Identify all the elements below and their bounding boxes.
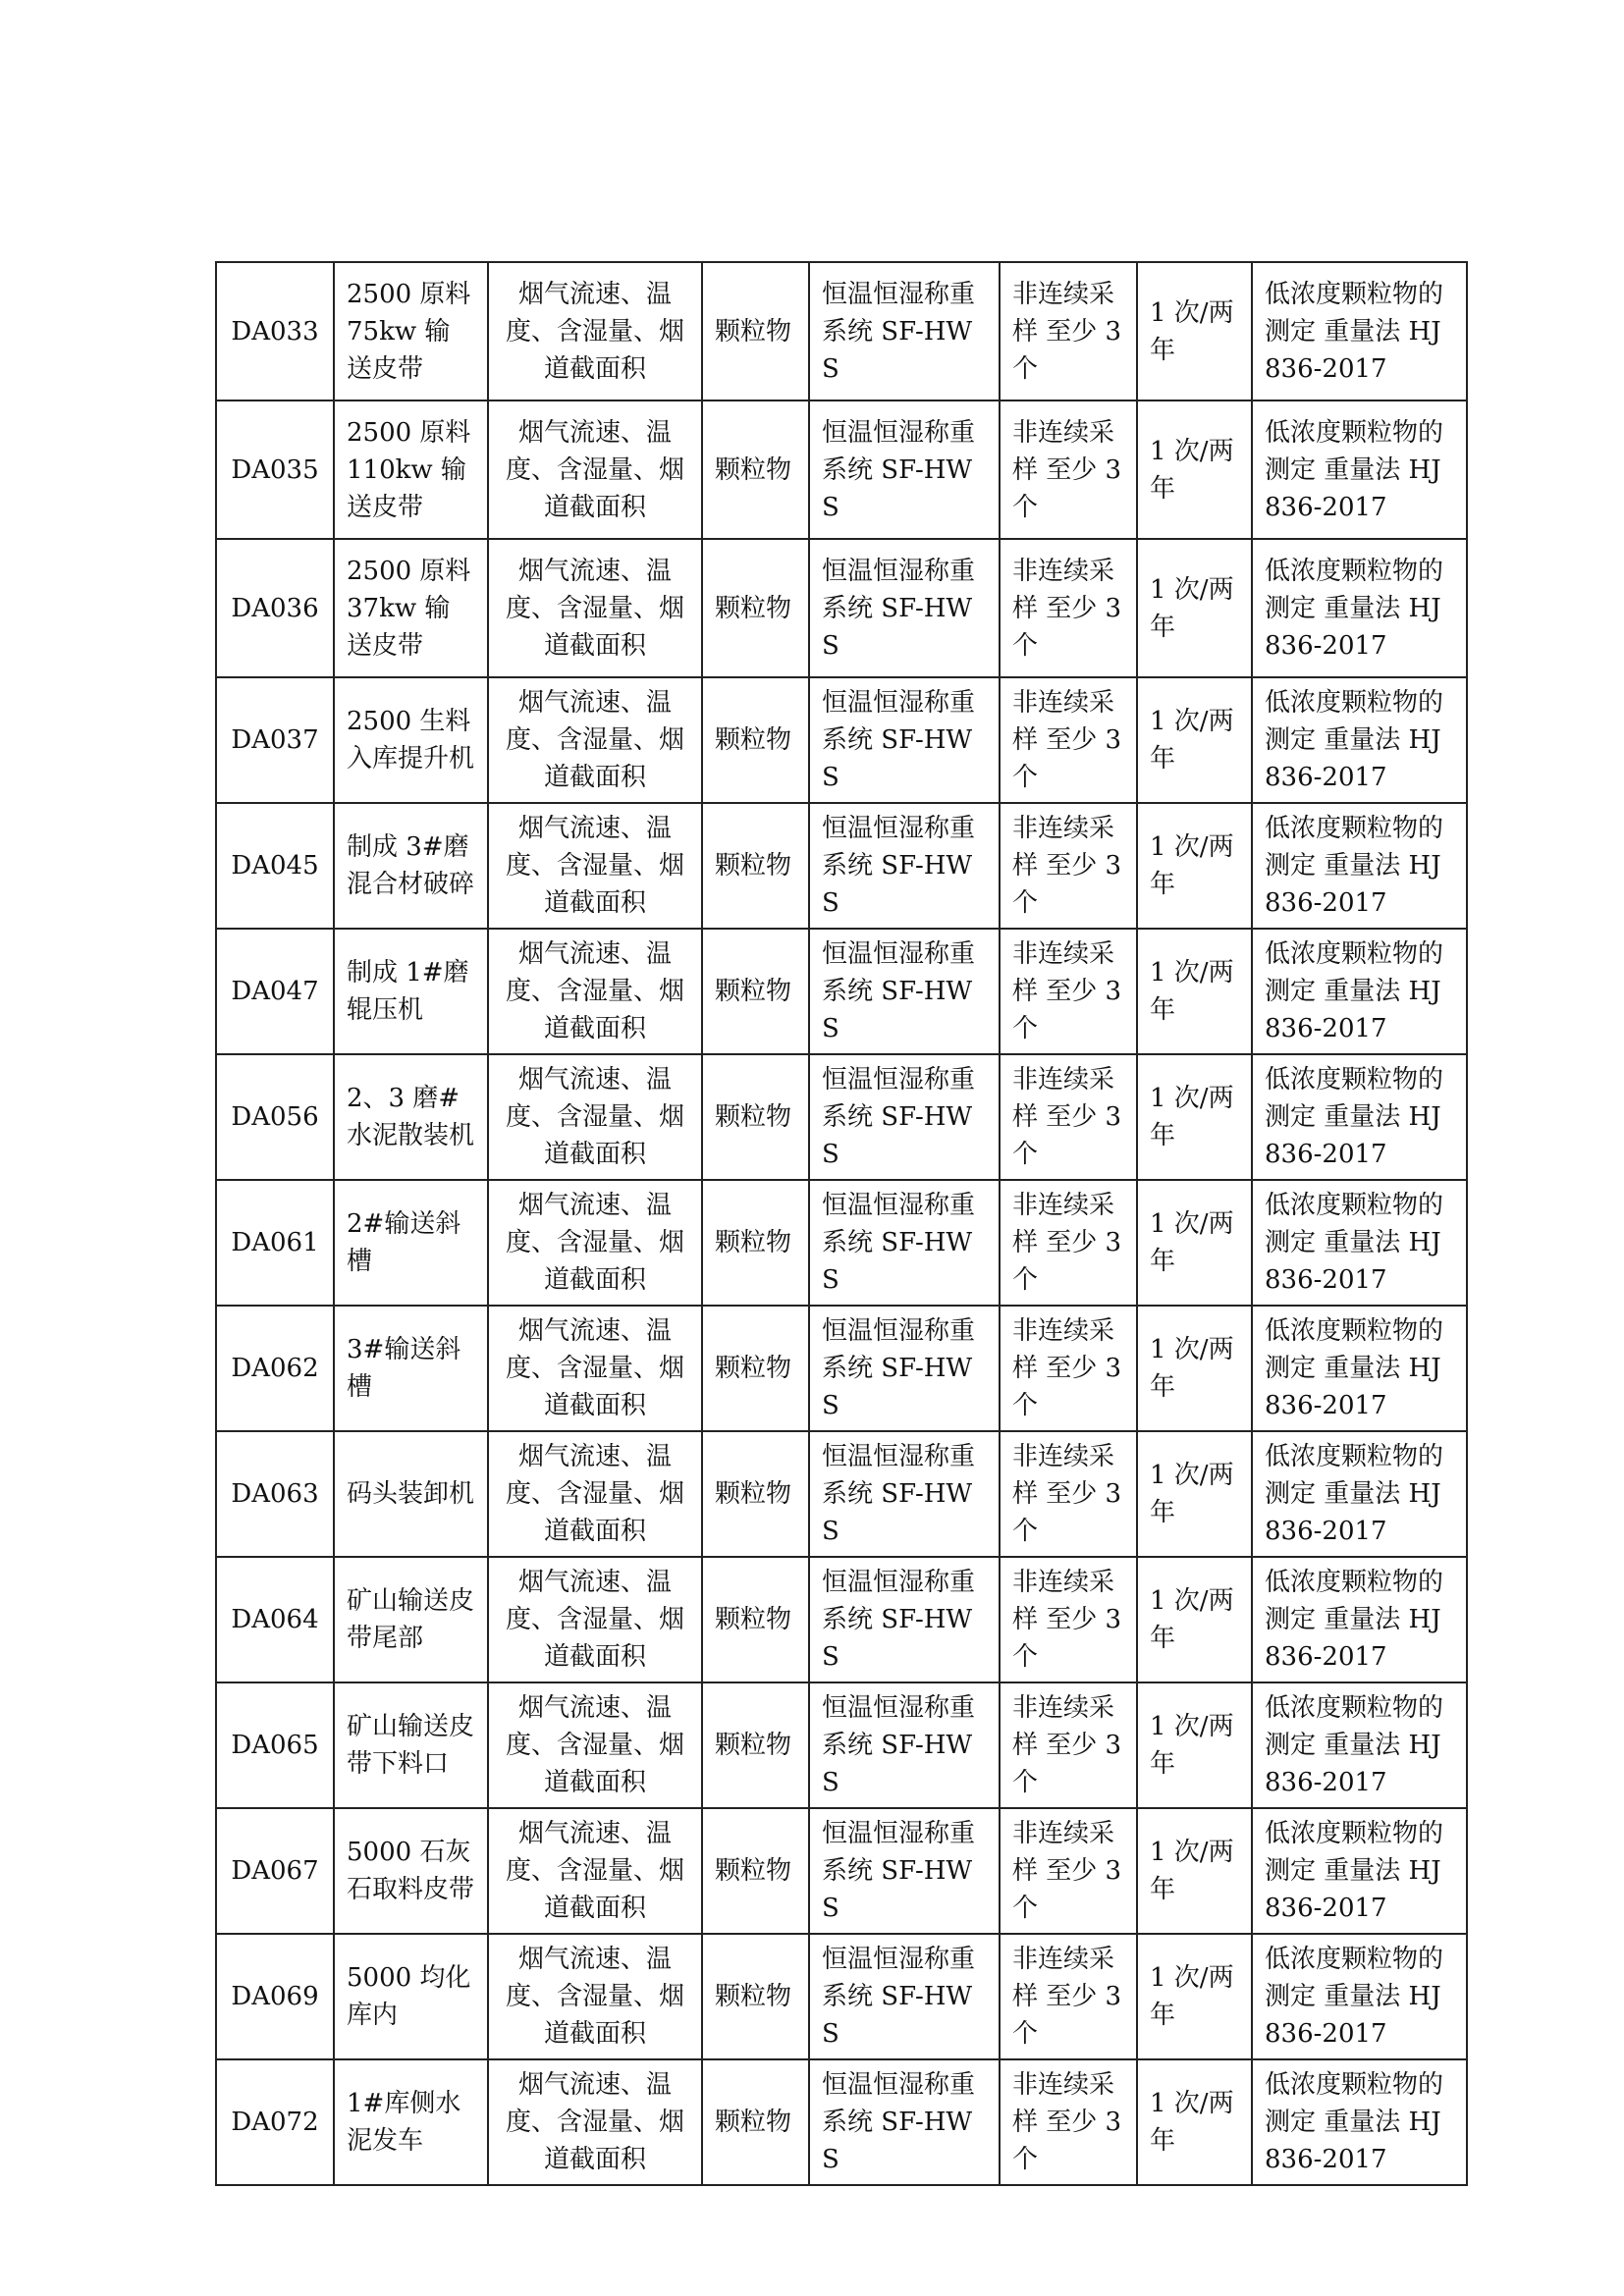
cell-frequency: 1 次/两年 [1137, 539, 1252, 677]
cell-location: 矿山输送皮带尾部 [334, 1557, 488, 1682]
cell-outlet-id: DA064 [216, 1557, 334, 1682]
cell-method: 低浓度颗粒物的测定 重量法 HJ836-2017 [1252, 400, 1467, 539]
cell-outlet-id: DA065 [216, 1682, 334, 1808]
cell-frequency: 1 次/两年 [1137, 1431, 1252, 1557]
cell-location: 制成 1#磨辊压机 [334, 929, 488, 1054]
table-row [216, 1808, 1467, 1934]
table-row [216, 929, 1467, 1054]
cell-instrument: 恒温恒湿称重系统 SF-HWS [809, 1054, 1000, 1180]
cell-method: 低浓度颗粒物的测定 重量法 HJ836-2017 [1252, 1306, 1467, 1431]
cell-outlet-id: DA045 [216, 803, 334, 929]
cell-instrument: 恒温恒湿称重系统 SF-HWS [809, 1682, 1000, 1808]
cell-sampling: 非连续采样 至少 3 个 [1000, 1054, 1137, 1180]
table-row [216, 400, 1467, 539]
cell-parameters: 烟气流速、温度、含湿量、烟道截面积 [488, 1306, 702, 1431]
cell-pollutant: 颗粒物 [702, 929, 809, 1054]
cell-location: 2#输送斜槽 [334, 1180, 488, 1306]
cell-method: 低浓度颗粒物的测定 重量法 HJ836-2017 [1252, 677, 1467, 803]
cell-location: 2500 生料入库提升机 [334, 677, 488, 803]
cell-parameters: 烟气流速、温度、含湿量、烟道截面积 [488, 400, 702, 539]
cell-outlet-id: DA062 [216, 1306, 334, 1431]
cell-location: 矿山输送皮带下料口 [334, 1682, 488, 1808]
cell-outlet-id: DA067 [216, 1808, 334, 1934]
cell-outlet-id: DA047 [216, 929, 334, 1054]
table-row [216, 1306, 1467, 1431]
cell-instrument: 恒温恒湿称重系统 SF-HWS [809, 400, 1000, 539]
table-row [216, 262, 1467, 400]
cell-parameters: 烟气流速、温度、含湿量、烟道截面积 [488, 2059, 702, 2185]
cell-parameters: 烟气流速、温度、含湿量、烟道截面积 [488, 677, 702, 803]
cell-method: 低浓度颗粒物的测定 重量法 HJ836-2017 [1252, 1180, 1467, 1306]
cell-pollutant: 颗粒物 [702, 803, 809, 929]
cell-frequency: 1 次/两年 [1137, 803, 1252, 929]
cell-instrument: 恒温恒湿称重系统 SF-HWS [809, 677, 1000, 803]
cell-parameters: 烟气流速、温度、含湿量、烟道截面积 [488, 1682, 702, 1808]
cell-parameters: 烟气流速、温度、含湿量、烟道截面积 [488, 1934, 702, 2059]
cell-method: 低浓度颗粒物的测定 重量法 HJ836-2017 [1252, 1682, 1467, 1808]
cell-frequency: 1 次/两年 [1137, 1054, 1252, 1180]
cell-method: 低浓度颗粒物的测定 重量法 HJ836-2017 [1252, 1431, 1467, 1557]
cell-sampling: 非连续采样 至少 3 个 [1000, 1557, 1137, 1682]
cell-outlet-id: DA069 [216, 1934, 334, 2059]
cell-method: 低浓度颗粒物的测定 重量法 HJ836-2017 [1252, 1054, 1467, 1180]
cell-frequency: 1 次/两年 [1137, 1180, 1252, 1306]
cell-method: 低浓度颗粒物的测定 重量法 HJ836-2017 [1252, 2059, 1467, 2185]
cell-location: 码头装卸机 [334, 1431, 488, 1557]
cell-instrument: 恒温恒湿称重系统 SF-HWS [809, 1431, 1000, 1557]
cell-sampling: 非连续采样 至少 3 个 [1000, 262, 1137, 400]
cell-parameters: 烟气流速、温度、含湿量、烟道截面积 [488, 539, 702, 677]
monitoring-table [215, 261, 1468, 2186]
cell-instrument: 恒温恒湿称重系统 SF-HWS [809, 539, 1000, 677]
table-row [216, 1180, 1467, 1306]
cell-method: 低浓度颗粒物的测定 重量法 HJ836-2017 [1252, 262, 1467, 400]
table-row [216, 677, 1467, 803]
cell-outlet-id: DA063 [216, 1431, 334, 1557]
cell-parameters: 烟气流速、温度、含湿量、烟道截面积 [488, 929, 702, 1054]
cell-pollutant: 颗粒物 [702, 1054, 809, 1180]
table-row [216, 1431, 1467, 1557]
cell-instrument: 恒温恒湿称重系统 SF-HWS [809, 803, 1000, 929]
cell-parameters: 烟气流速、温度、含湿量、烟道截面积 [488, 1180, 702, 1306]
cell-instrument: 恒温恒湿称重系统 SF-HWS [809, 262, 1000, 400]
cell-location: 2500 原料 37kw 输送皮带 [334, 539, 488, 677]
cell-pollutant: 颗粒物 [702, 1431, 809, 1557]
cell-pollutant: 颗粒物 [702, 262, 809, 400]
table-body [216, 262, 1467, 2185]
cell-outlet-id: DA033 [216, 262, 334, 400]
cell-sampling: 非连续采样 至少 3 个 [1000, 677, 1137, 803]
cell-location: 2500 原料 110kw 输送皮带 [334, 400, 488, 539]
cell-pollutant: 颗粒物 [702, 1682, 809, 1808]
cell-location: 2、3 磨#水泥散装机 [334, 1054, 488, 1180]
cell-frequency: 1 次/两年 [1137, 1808, 1252, 1934]
cell-pollutant: 颗粒物 [702, 539, 809, 677]
cell-method: 低浓度颗粒物的测定 重量法 HJ836-2017 [1252, 1934, 1467, 2059]
cell-sampling: 非连续采样 至少 3 个 [1000, 1306, 1137, 1431]
table-row [216, 539, 1467, 677]
cell-method: 低浓度颗粒物的测定 重量法 HJ836-2017 [1252, 929, 1467, 1054]
cell-location: 2500 原料 75kw 输送皮带 [334, 262, 488, 400]
cell-location: 3#输送斜槽 [334, 1306, 488, 1431]
cell-outlet-id: DA036 [216, 539, 334, 677]
cell-frequency: 1 次/两年 [1137, 400, 1252, 539]
cell-pollutant: 颗粒物 [702, 1557, 809, 1682]
cell-outlet-id: DA037 [216, 677, 334, 803]
cell-instrument: 恒温恒湿称重系统 SF-HWS [809, 1934, 1000, 2059]
cell-pollutant: 颗粒物 [702, 2059, 809, 2185]
cell-outlet-id: DA056 [216, 1054, 334, 1180]
cell-pollutant: 颗粒物 [702, 1808, 809, 1934]
cell-frequency: 1 次/两年 [1137, 1557, 1252, 1682]
table-row [216, 803, 1467, 929]
cell-parameters: 烟气流速、温度、含湿量、烟道截面积 [488, 262, 702, 400]
cell-instrument: 恒温恒湿称重系统 SF-HWS [809, 1808, 1000, 1934]
cell-parameters: 烟气流速、温度、含湿量、烟道截面积 [488, 1431, 702, 1557]
cell-frequency: 1 次/两年 [1137, 2059, 1252, 2185]
cell-sampling: 非连续采样 至少 3 个 [1000, 803, 1137, 929]
cell-method: 低浓度颗粒物的测定 重量法 HJ836-2017 [1252, 1557, 1467, 1682]
cell-sampling: 非连续采样 至少 3 个 [1000, 1808, 1137, 1934]
cell-location: 5000 均化库内 [334, 1934, 488, 2059]
cell-pollutant: 颗粒物 [702, 1180, 809, 1306]
cell-outlet-id: DA072 [216, 2059, 334, 2185]
cell-instrument: 恒温恒湿称重系统 SF-HWS [809, 1306, 1000, 1431]
cell-pollutant: 颗粒物 [702, 1934, 809, 2059]
cell-instrument: 恒温恒湿称重系统 SF-HWS [809, 1557, 1000, 1682]
cell-frequency: 1 次/两年 [1137, 677, 1252, 803]
cell-frequency: 1 次/两年 [1137, 1306, 1252, 1431]
cell-sampling: 非连续采样 至少 3 个 [1000, 929, 1137, 1054]
cell-pollutant: 颗粒物 [702, 677, 809, 803]
cell-sampling: 非连续采样 至少 3 个 [1000, 539, 1137, 677]
cell-frequency: 1 次/两年 [1137, 929, 1252, 1054]
cell-outlet-id: DA035 [216, 400, 334, 539]
cell-pollutant: 颗粒物 [702, 400, 809, 539]
cell-frequency: 1 次/两年 [1137, 1934, 1252, 2059]
cell-frequency: 1 次/两年 [1137, 1682, 1252, 1808]
table-row [216, 1934, 1467, 2059]
cell-parameters: 烟气流速、温度、含湿量、烟道截面积 [488, 1054, 702, 1180]
cell-instrument: 恒温恒湿称重系统 SF-HWS [809, 2059, 1000, 2185]
cell-frequency: 1 次/两年 [1137, 262, 1252, 400]
cell-instrument: 恒温恒湿称重系统 SF-HWS [809, 1180, 1000, 1306]
cell-pollutant: 颗粒物 [702, 1306, 809, 1431]
cell-parameters: 烟气流速、温度、含湿量、烟道截面积 [488, 1808, 702, 1934]
cell-sampling: 非连续采样 至少 3 个 [1000, 1934, 1137, 2059]
table-row [216, 1557, 1467, 1682]
cell-sampling: 非连续采样 至少 3 个 [1000, 1180, 1137, 1306]
cell-parameters: 烟气流速、温度、含湿量、烟道截面积 [488, 1557, 702, 1682]
cell-method: 低浓度颗粒物的测定 重量法 HJ836-2017 [1252, 539, 1467, 677]
table-row [216, 1054, 1467, 1180]
cell-sampling: 非连续采样 至少 3 个 [1000, 1682, 1137, 1808]
table-row [216, 1682, 1467, 1808]
cell-outlet-id: DA061 [216, 1180, 334, 1306]
cell-location: 5000 石灰石取料皮带 [334, 1808, 488, 1934]
cell-method: 低浓度颗粒物的测定 重量法 HJ836-2017 [1252, 1808, 1467, 1934]
cell-sampling: 非连续采样 至少 3 个 [1000, 2059, 1137, 2185]
cell-sampling: 非连续采样 至少 3 个 [1000, 1431, 1137, 1557]
cell-sampling: 非连续采样 至少 3 个 [1000, 400, 1137, 539]
cell-method: 低浓度颗粒物的测定 重量法 HJ836-2017 [1252, 803, 1467, 929]
cell-parameters: 烟气流速、温度、含湿量、烟道截面积 [488, 803, 702, 929]
cell-location: 制成 3#磨混合材破碎 [334, 803, 488, 929]
cell-location: 1#库侧水泥发车 [334, 2059, 488, 2185]
cell-instrument: 恒温恒湿称重系统 SF-HWS [809, 929, 1000, 1054]
table-row [216, 2059, 1467, 2185]
